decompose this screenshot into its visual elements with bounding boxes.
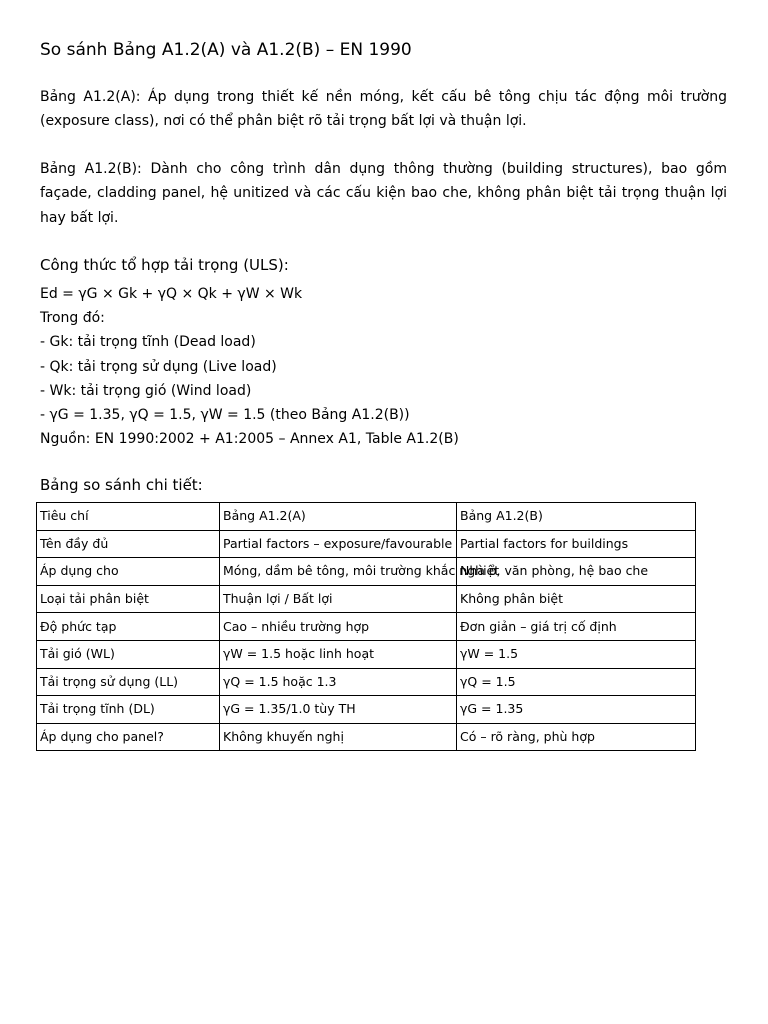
formula-definition-gk: - Gk: tải trọng tĩnh (Dead load) xyxy=(40,334,256,351)
formula-block xyxy=(40,282,459,451)
table-cell: Thuận lợi / Bất lợi xyxy=(220,585,457,613)
table-row xyxy=(37,530,696,558)
table-cell: Loại tải phân biệt xyxy=(37,585,220,613)
table-row xyxy=(37,640,696,668)
formula-equation: Ed = γG × Gk + γQ × Qk + γW × Wk xyxy=(40,286,303,302)
table-cell: Không phân biệt xyxy=(457,585,696,613)
table-header-row xyxy=(37,503,696,531)
table-cell: γG = 1.35/1.0 tùy TH xyxy=(220,696,457,724)
table-cell: γQ = 1.5 hoặc 1.3 xyxy=(220,668,457,696)
paragraph-table-a: Bảng A1.2(A): Áp dụng trong thiết kế nền móng, kết cấu bê tông chịu tác động môi trường (exposure class), nơi có thể phân biệt rõ tải trọng bất lợi và thuận lợi. xyxy=(40,89,727,130)
table-cell: Nhà ở, văn phòng, hệ bao che xyxy=(457,558,696,586)
formula-definition-qk: - Qk: tải trọng sử dụng (Live load) xyxy=(40,358,277,375)
formula-where-label: Trong đó: xyxy=(40,310,105,327)
table-cell: Tải trọng sử dụng (LL) xyxy=(37,668,220,696)
table-cell: γW = 1.5 xyxy=(457,640,696,668)
table-heading: Bảng so sánh chi tiết: xyxy=(40,476,203,494)
comparison-table xyxy=(36,502,696,751)
table-cell: Áp dụng cho panel? xyxy=(37,723,220,751)
formula-factor-values: - γG = 1.35, γQ = 1.5, γW = 1.5 (theo Bảng A1.2(B)) xyxy=(40,406,410,423)
document-title: So sánh Bảng A1.2(A) và A1.2(B) – EN 1990 xyxy=(40,40,412,60)
table-cell: Áp dụng cho xyxy=(37,558,220,586)
table-cell: Partial factors – exposure/favourable xyxy=(220,530,457,558)
table-row xyxy=(37,723,696,751)
table-cell: γQ = 1.5 xyxy=(457,668,696,696)
table-cell: Bảng A1.2(A) xyxy=(220,503,457,531)
table-cell: γG = 1.35 xyxy=(457,696,696,724)
table-row xyxy=(37,585,696,613)
table-row xyxy=(37,668,696,696)
paragraph-table-b: Bảng A1.2(B): Dành cho công trình dân dụng thông thường (building structures), bao gồm façade, cladding panel, hệ unitized và các cấu kiện bao che, không phân biệt tải trọng thuận lợi hay bất lợi. xyxy=(40,161,727,226)
table-row xyxy=(37,613,696,641)
table-cell: Không khuyến nghị xyxy=(220,723,457,751)
table-cell: Bảng A1.2(B) xyxy=(457,503,696,531)
table-cell: Móng, dầm bê tông, môi trường khắc nghiệt xyxy=(220,558,457,586)
table-row xyxy=(37,558,696,586)
table-cell: Cao – nhiều trường hợp xyxy=(220,613,457,641)
table-row xyxy=(37,696,696,724)
table-cell: Tải trọng tĩnh (DL) xyxy=(37,696,220,724)
formula-heading: Công thức tổ hợp tải trọng (ULS): xyxy=(40,256,289,274)
table-cell: Tải gió (WL) xyxy=(37,640,220,668)
table-cell: Độ phức tạp xyxy=(37,613,220,641)
table-cell: Tên đầy đủ xyxy=(37,530,220,558)
table-cell: γW = 1.5 hoặc linh hoạt xyxy=(220,640,457,668)
table-cell: Tiêu chí xyxy=(37,503,220,531)
table-cell: Có – rõ ràng, phù hợp xyxy=(457,723,696,751)
formula-source: Nguồn: EN 1990:2002 + A1:2005 – Annex A1, Table A1.2(B) xyxy=(40,431,459,448)
table-cell: Đơn giản – giá trị cố định xyxy=(457,613,696,641)
formula-definition-wk: - Wk: tải trọng gió (Wind load) xyxy=(40,382,252,399)
table-cell: Partial factors for buildings xyxy=(457,530,696,558)
